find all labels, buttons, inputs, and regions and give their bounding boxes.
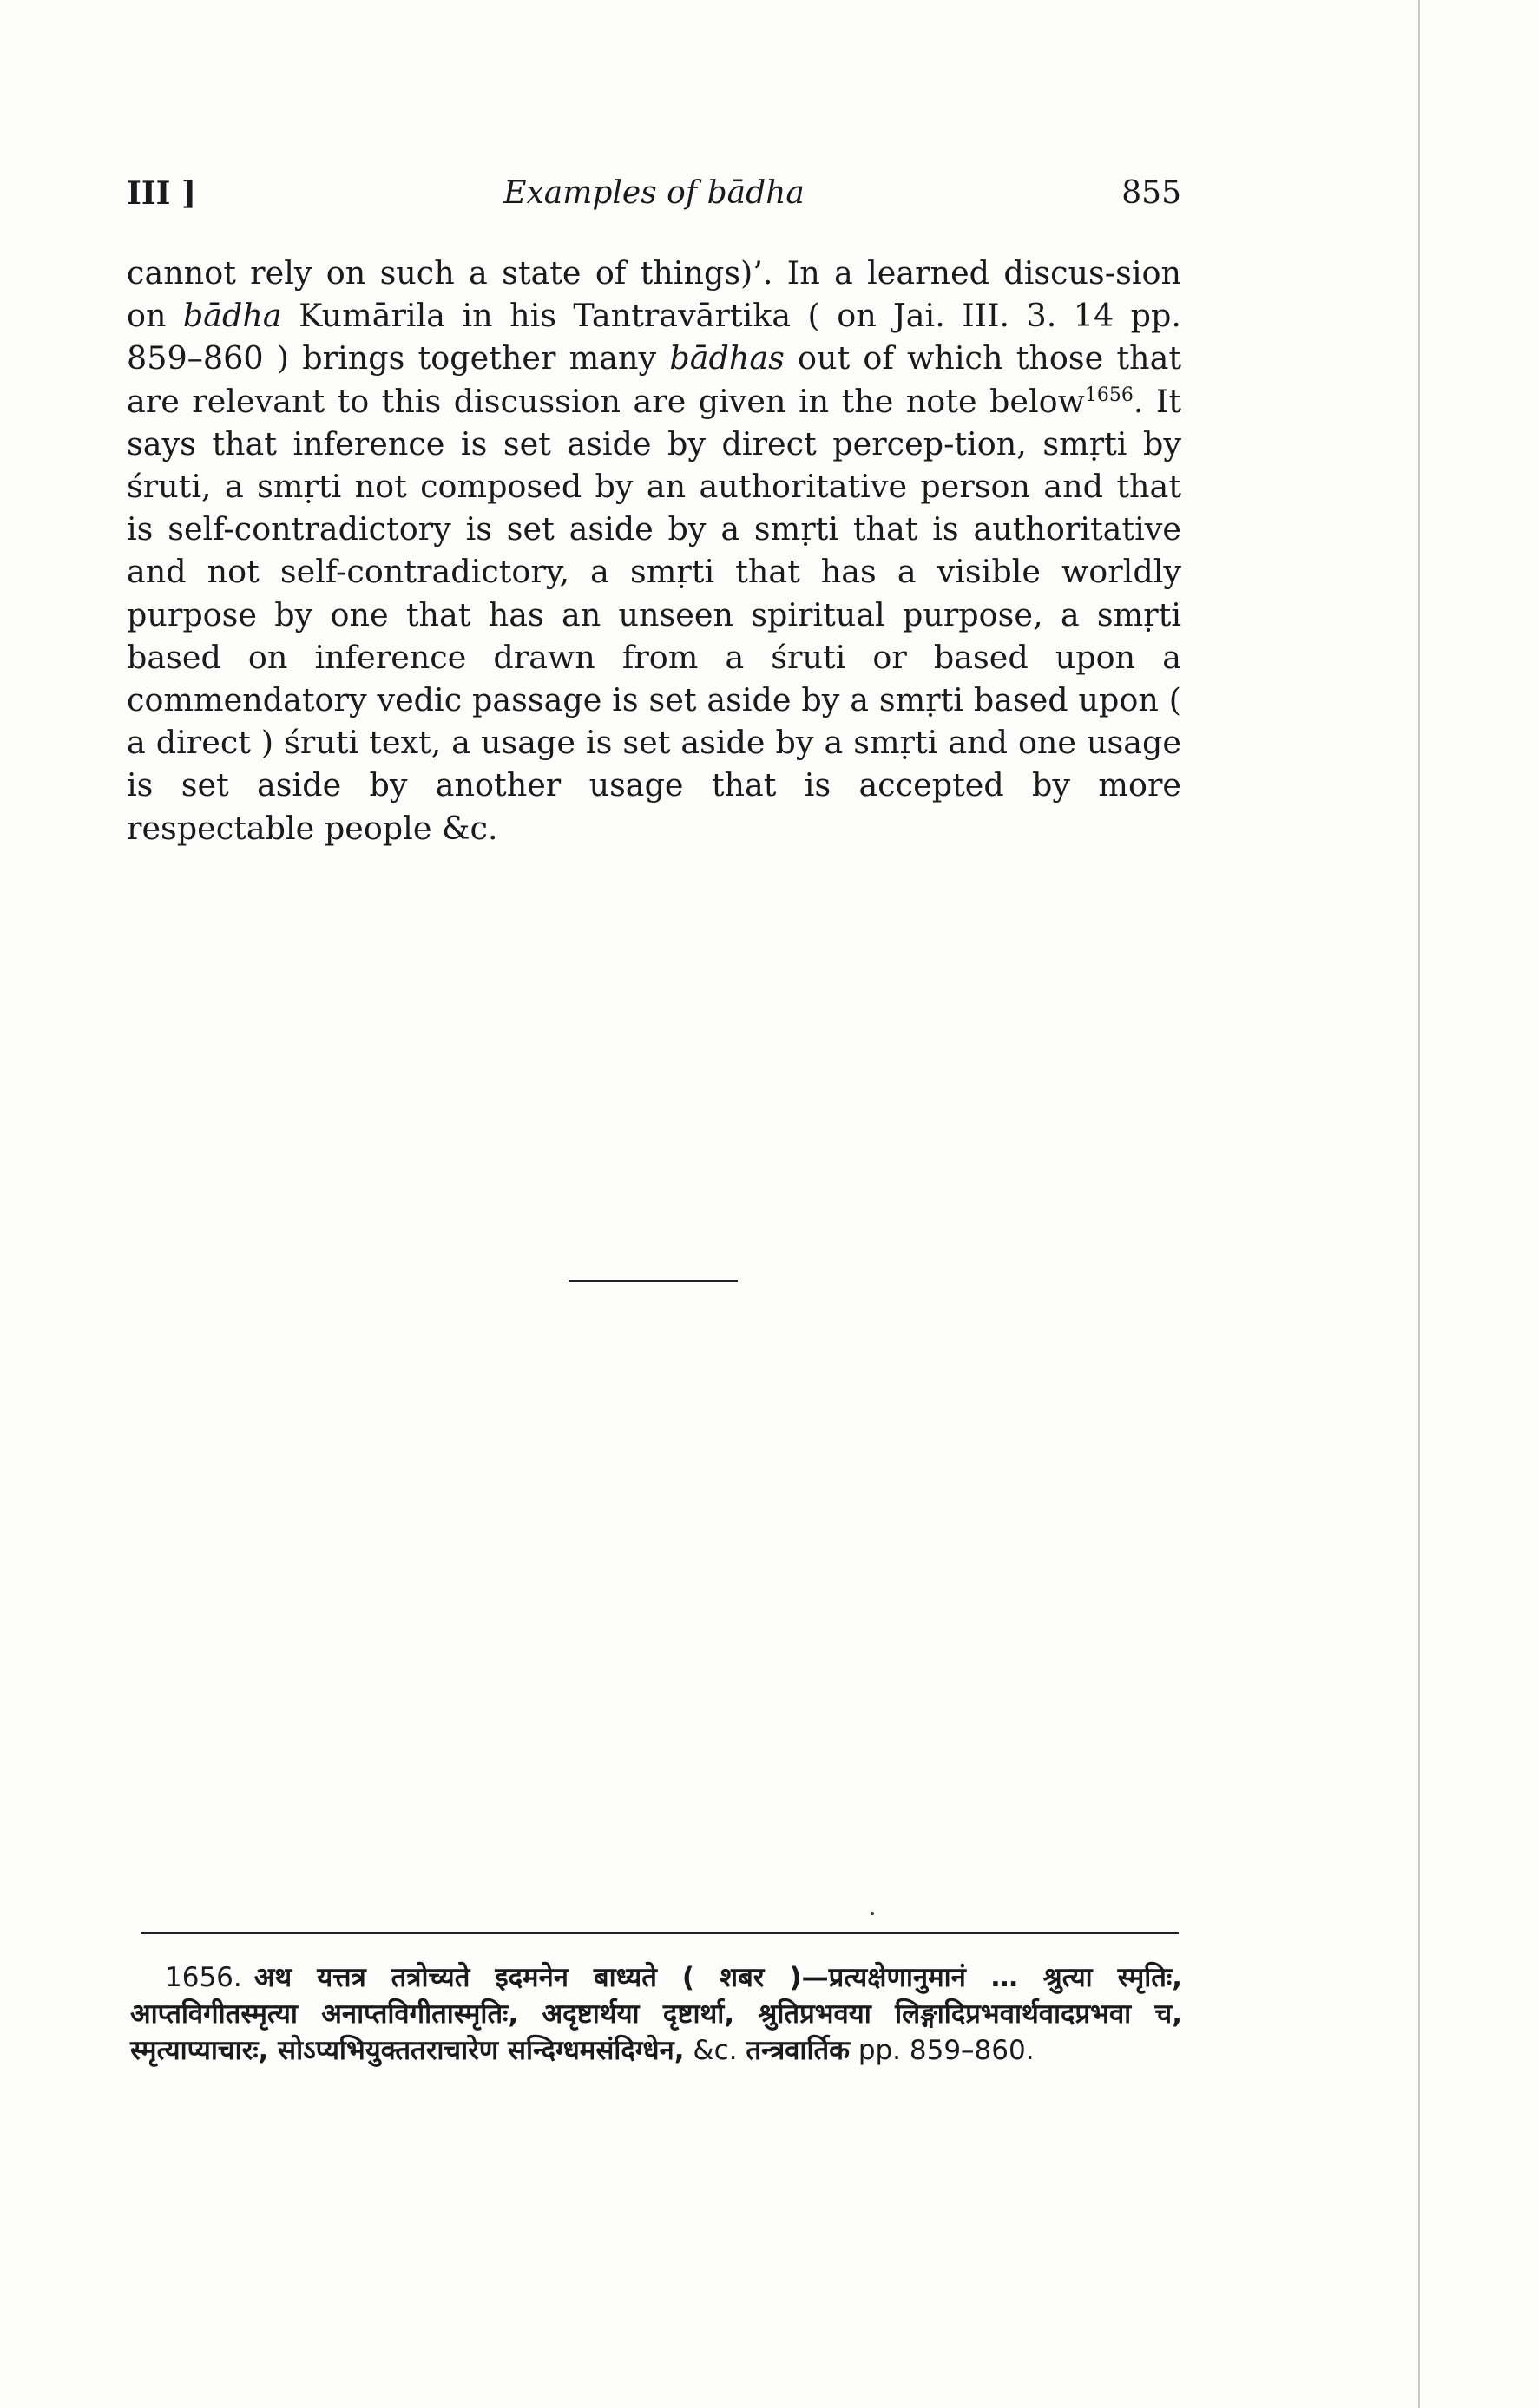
footnote-work-title: तन्त्रवार्तिक <box>746 2035 850 2066</box>
body-term-badha: bādha <box>182 297 282 335</box>
body-text-3: out of which those that are relevant to this discussion are given in the note below <box>127 339 1181 420</box>
body-term-badhas: bādhas <box>669 339 785 377</box>
main-paragraph <box>127 252 1181 850</box>
footnote-reference[interactable]: 1656 <box>1084 384 1134 406</box>
page-number: 855 <box>1121 175 1181 211</box>
footnote-1656 <box>130 1959 1182 2069</box>
footnote-pages: pp. 859–860. <box>849 2035 1035 2066</box>
footnote-rule <box>141 1932 1179 1934</box>
running-title: Examples of bādha <box>503 175 805 211</box>
footnote-number: 1656. <box>165 1962 242 1993</box>
body-text-1: cannot rely on such a state of things)’. In a learned discus-sion on <box>127 254 1181 335</box>
print-speck <box>871 1912 874 1915</box>
section-divider <box>569 1280 738 1282</box>
footnote-sanskrit: अथ यत्तत्र तत्रोच्यते इदमनेन बाध्यते ( शबर )—प्रत्यक्षेणानुमानं … श्रुत्या स्मृतिः, आप्तविगीतस्मृत्या अनाप्तविगीतास्मृतिः, अदृष्टार्थया दृष्टार्था, श्रुतिप्रभवया लिङ्गादिप्रभवार्थवादप्रभवा च, स्मृत्याप्याचारः, सोऽप्यभियुक्ततराचारेण सन्दिग्धमसंदिग्धेन, <box>130 1962 1182 2066</box>
footnote-etc: &c. <box>684 2035 746 2066</box>
chapter-marker: III ] <box>127 175 197 212</box>
body-text-4: . It says that inference is set aside by direct percep-tion, smṛti by śruti, a smṛti not composed by an authoritative person and that is self-contradictory is set aside by a smṛti that is authoritative and not self-contradictory, a smṛti that has a visible worldly purpose by one that has an unseen spiritual purpose, a smṛti based on inference drawn from a śruti or based upon a commendatory vedic passage is set aside by a smṛti based upon ( a direct ) śruti text, a usage is set aside by a smṛti and one usage is set aside by another usage that is accepted by more respectable people &c. <box>127 382 1181 847</box>
running-header <box>127 175 1181 219</box>
body-text-2: Kumārila in his Tantravārtika ( on Jai. III. 3. 14 pp. 859–860 ) brings together many <box>127 297 1181 377</box>
page-edge-line <box>1418 0 1420 2408</box>
